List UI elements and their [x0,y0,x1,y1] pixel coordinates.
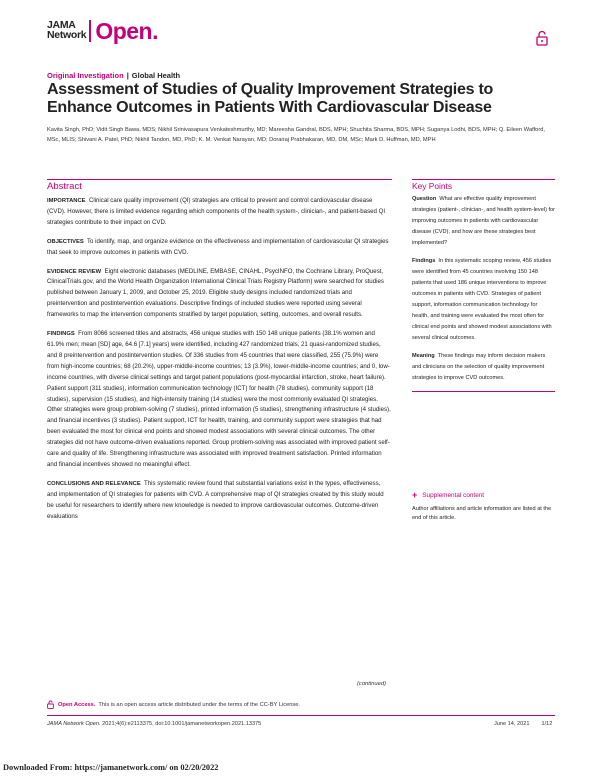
footer-journal: JAMA Network Open. [47,721,101,727]
importance-label: IMPORTANCE [47,198,86,204]
journal-logo [47,20,158,42]
kp-findings-text: In this systematic scoping review, 456 studies were identified from 45 countries involving 150 148 patients that used 186 unique interventions to improve outcomes in patients with CVD. Strategies of patient support, information communication technology for health, and training were evaluated the most often for clinical end points and showed modest associations with several clinical outcomes. [412,258,552,341]
plus-icon: + [412,490,418,500]
kp-question [412,194,555,249]
evidence-paragraph [47,267,392,322]
objectives-label: OBJECTIVES [47,238,84,245]
objectives-paragraph [47,237,392,259]
continued-note: (continued) [357,681,387,687]
findings-text: From 8066 screened titles and abstracts, 456 unique studies with 150 148 unique patients (38.1% women and 61.9% men; mean [SD] age, 64.6 [7.1] years) were identified, including 427 randomized trials, 21 quasi-randomized studies, and 8 preintervention and postintervention studies. Of 336 studies from 45 countries that were classified, 255 (75.9%) were from high-income countries; 68 (20.2%), upper-middle-income countries; 13 (3.9%), lower-middle-income countries; and 0, low-income countries, with diverse clinical settings and target patient populations (post-myocardial infarction, stroke, heart failure). Patient support (311 studies), information communication technology (ICT) for health (78 studies), community support (18 studies), supervision (15 studies), and high-intensity training (14 studies) were the most commonly evaluated QI strategies. Other strategies were group problem-solving (7 studies), printed information (5 studies), strengthening infrastructure (4 studies), and financial incentives (3 studies). Patient support, ICT for health, training, and community support were strategies that had been evaluated the most for clinical end points and showed modest associations with several clinical outcomes. The other strategies did not have outcome-driven evaluations reported. Group problem-solving was associated with improved patient self-care and quality of life. Strengthening infrastructure was associated with improved treatment satisfaction. Printed information and financial incentives showed no meaningful effect. [47,330,391,468]
logo-line2: Network [47,29,87,41]
key-points-heading: Key Points [412,181,453,191]
key-points-bottom-rule [412,391,555,392]
key-points-rule [412,179,555,180]
kp-findings-label: Findings [412,258,436,264]
kp-meaning-label: Meaning [412,353,435,359]
supplemental-content-link[interactable] [412,490,484,500]
kp-meaning-text: These findings may inform decision makers and clinicians on the selection of quality improvement strategies to improve CVD outcomes. [412,353,546,381]
evidence-label: EVIDENCE REVIEW [47,268,102,275]
conclusions-paragraph [47,479,392,523]
footer-citation [47,721,261,727]
logo-divider [89,20,91,42]
kp-findings [412,256,555,344]
conclusions-label: CONCLUSIONS AND RELEVANCE [47,480,141,487]
abstract-heading: Abstract [47,181,82,192]
article-title: Assessment of Studies of Quality Improvement Strategies to Enhance Outcomes in Patients With Cardiovascular Disease [47,81,494,116]
key-points-body [412,194,555,384]
abstract-body [47,196,392,530]
footer-rule [47,715,555,716]
author-list: Kavita Singh, PhD; Vidit Singh Bawa, MDS; Nikhil Srinivasapura Venkateshmurthy, MD; Mareesha Gandral, BDS, MPH; Shuchita Sharma, BDS, MPH; Suganya Lodhi, BDS, MPH; Q. Eileen Wafford, MSc, MLIS; Shivani A. Patel, PhD; Nikhil Tandon, MD, PhD; K. M. Venkat Narayan, MD; Dorairaj Prabhakaran, MD, DM, MSc; Mark D. Huffman, MD, MPH [47,127,545,143]
open-access-label: Open Access. [58,701,96,708]
open-access-line [47,700,300,709]
footer-citation-text: 2021;4(6):e2113375. doi:10.1001/jamanetworkopen.2021.13375 [102,721,262,727]
open-access-lock-icon [47,700,54,709]
article-type [47,71,180,80]
section-label: Original Investigation [47,71,124,80]
logo-open: Open. [95,18,158,44]
findings-label: FINDINGS [47,331,75,338]
key-points-box [412,181,555,392]
logo-line1: JAMA [47,19,76,31]
findings-paragraph [47,329,392,471]
kp-meaning [412,351,555,384]
affiliations-note: Author affiliations and article information are listed at the end of this article. [412,506,552,521]
footer-date-page [494,721,552,727]
logo-wordmark [47,20,86,40]
open-lock-icon [536,30,548,46]
abstract-rule [47,179,392,180]
supplemental-label: Supplemental content [422,491,485,499]
importance-paragraph [47,196,392,229]
open-access-text: This is an open access article distributed under the terms of the CC-BY License. [98,701,301,708]
kp-question-label: Question [412,196,437,202]
kp-question-text: What are effective quality improvement strategies (patient-, clinician-, and health system-level) for improving outcomes in patients with cardiovascular disease (CVD), and how are these strategies best implemented? [412,196,556,246]
category-label: Global Health [131,71,181,80]
download-note: Downloaded From: https://jamanetwork.com/ on 02/20/2022 [3,763,219,772]
conclusions-text: This systematic review found that substantial variations exist in the types, effectiveness, and implementation of QI strategies for patients with CVD. A comprehensive map of QI strategies created by this study would be useful for researchers to identify where new knowledge is needed to improve cardiovascular outcomes. Outcome-driven evaluations [47,479,384,520]
objectives-text: To identify, map, and organize evidence on the effectiveness and implementation of cardiovascular QI strategies that seek to improve outcomes in patients with CVD. [47,237,389,256]
kicker-separator: | [126,71,129,80]
page-number: 1/12 [541,721,553,727]
evidence-text: Eight electronic databases (MEDLINE, EMBASE, CINAHL, PsycINFO, the Cochrane Library, ProQuest, ClinicalTrials.gov, and the World Health Organization International Clinical Trials Registry Platform) were searched for studies published between January 1, 2009, and October 25, 2019. Eligible study designs included randomized trials and preintervention and postintervention evaluations. Descriptive findings of included studies were reported using several frameworks to map the intervention components stratified by target population, setting, outcomes, and overall results. [47,267,384,319]
footer-date: June 14, 2021 [494,721,530,727]
importance-text: Clinical care quality improvement (QI) strategies are critical to prevent and control cardiovascular disease (CVD). However, there is limited evidence regarding which components of the health system-, clinician-, and patient-based QI strategies contribute to their impact on CVD. [47,197,386,226]
